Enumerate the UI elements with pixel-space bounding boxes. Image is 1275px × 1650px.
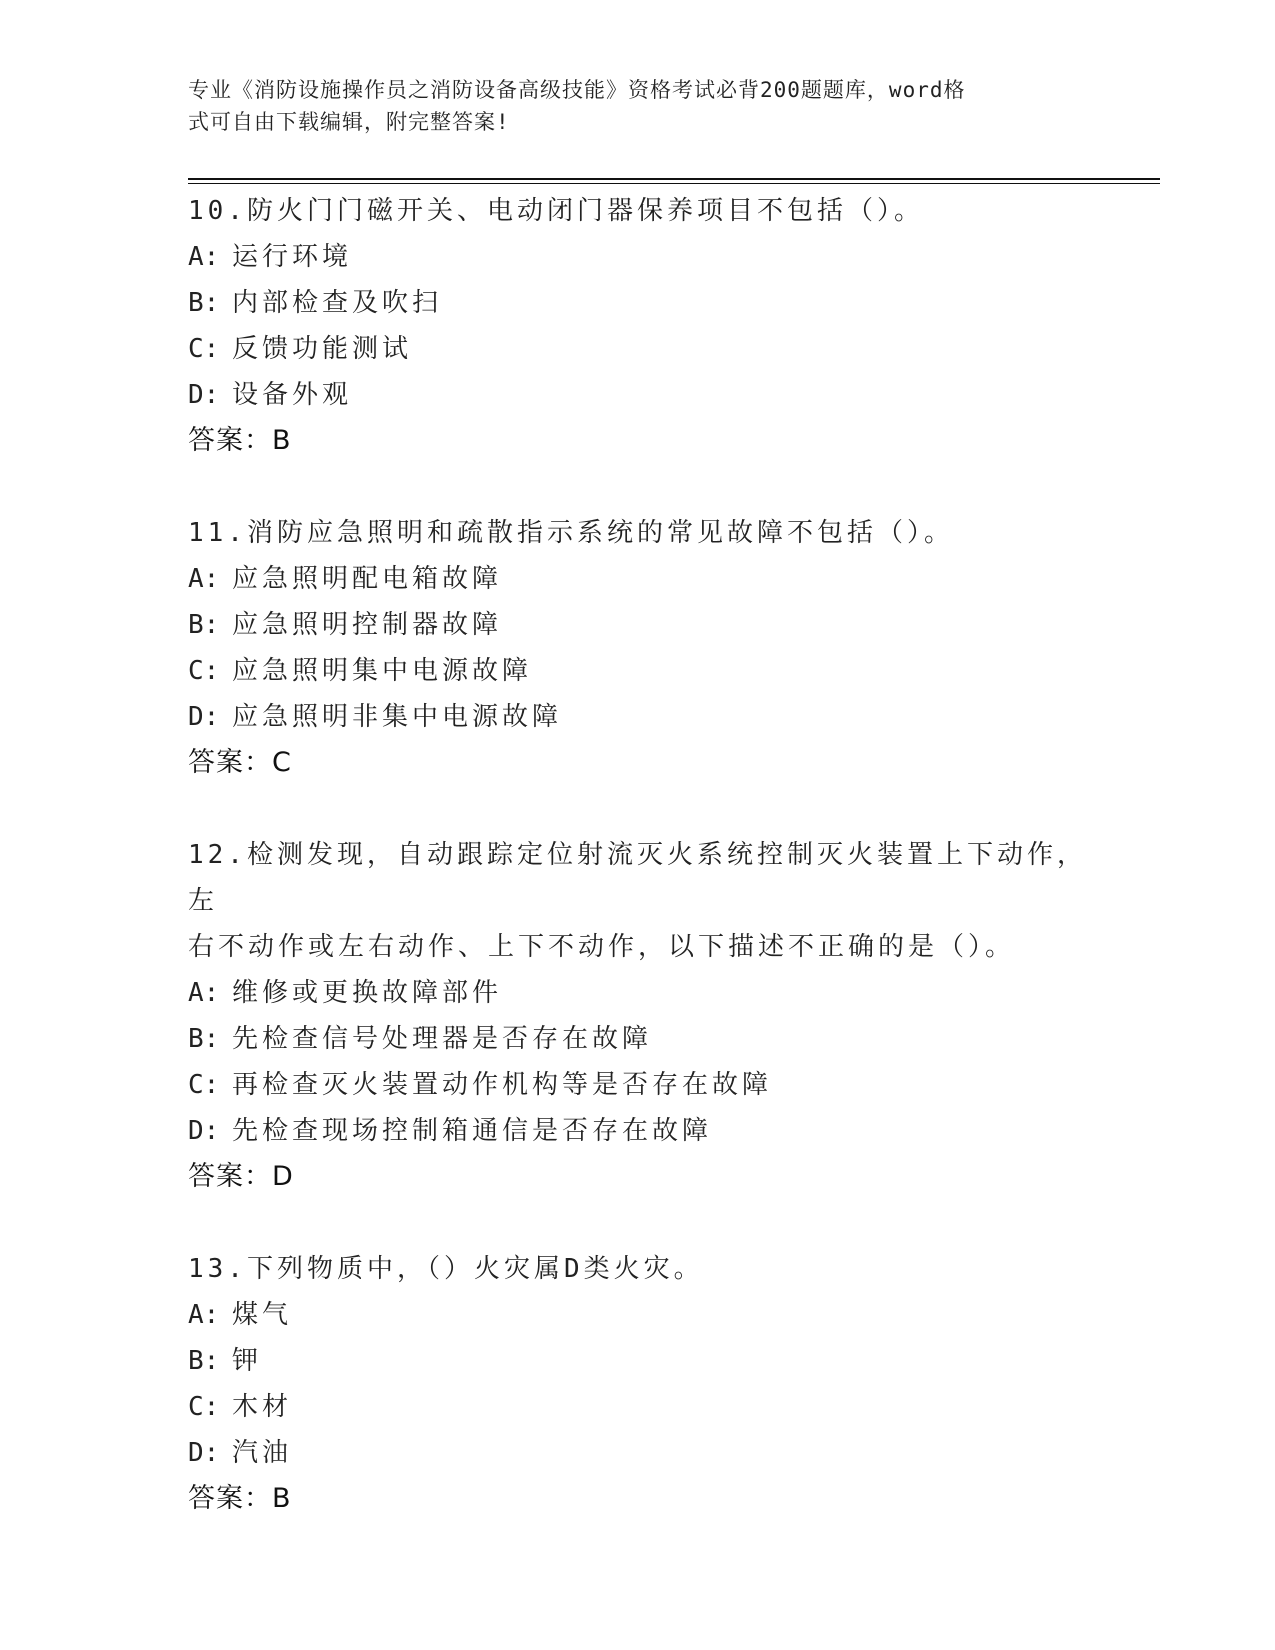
option-letter: C: xyxy=(188,656,220,686)
option-text: 先检查现场控制箱通信是否存在故障 xyxy=(232,1116,713,1146)
option-letter: A: xyxy=(188,242,220,272)
option-letter: B: xyxy=(188,1024,220,1054)
option-text: 钾 xyxy=(232,1346,263,1376)
option-text: 先检查信号处理器是否存在故障 xyxy=(232,1024,653,1054)
option-text: 应急照明非集中电源故障 xyxy=(232,702,563,732)
option-b xyxy=(188,1338,1088,1384)
question-13 xyxy=(188,1246,1088,1522)
option-text: 木材 xyxy=(232,1392,293,1422)
option-d xyxy=(188,1108,1088,1154)
option-letter: A: xyxy=(188,978,220,1008)
option-letter: D: xyxy=(188,380,220,410)
answer-line: 答案：D xyxy=(188,1161,294,1192)
header-divider-thin xyxy=(188,183,1160,184)
option-letter: B: xyxy=(188,610,220,640)
option-b xyxy=(188,1016,1088,1062)
option-letter: C: xyxy=(188,334,220,364)
option-d xyxy=(188,372,1088,418)
option-letter: A: xyxy=(188,564,220,594)
option-c xyxy=(188,648,1088,694)
option-text: 再检查灭火装置动作机构等是否存在故障 xyxy=(232,1070,773,1100)
question-list xyxy=(188,188,1088,1568)
question-text: 12.检测发现，自动跟踪定位射流灭火系统控制灭火装置上下动作，左 xyxy=(188,840,1087,916)
option-c xyxy=(188,1062,1088,1108)
option-c xyxy=(188,1384,1088,1430)
option-text: 汽油 xyxy=(232,1438,293,1468)
option-text: 应急照明集中电源故障 xyxy=(232,656,533,686)
option-a xyxy=(188,234,1088,280)
option-letter: B: xyxy=(188,1346,220,1376)
question-12 xyxy=(188,832,1088,1200)
option-text: 运行环境 xyxy=(232,242,353,272)
question-text: 13.下列物质中，（）火灾属D类火灾。 xyxy=(188,1254,704,1284)
option-text: 设备外观 xyxy=(232,380,353,410)
question-11 xyxy=(188,510,1088,786)
option-text: 应急照明配电箱故障 xyxy=(232,564,503,594)
option-letter: D: xyxy=(188,1438,220,1468)
question-text: 10.防火门门磁开关、电动闭门器保养项目不包括（）。 xyxy=(188,196,924,226)
option-letter: C: xyxy=(188,1392,220,1422)
option-letter: A: xyxy=(188,1300,220,1330)
header-line-2: 式可自由下载编辑，附完整答案! xyxy=(188,110,510,134)
option-letter: C: xyxy=(188,1070,220,1100)
header-divider-thick xyxy=(188,178,1160,180)
option-a xyxy=(188,556,1088,602)
question-10 xyxy=(188,188,1088,464)
answer-line: 答案：B xyxy=(188,425,292,456)
question-text: 11.消防应急照明和疏散指示系统的常见故障不包括（）。 xyxy=(188,518,954,548)
option-c xyxy=(188,326,1088,372)
option-text: 维修或更换故障部件 xyxy=(232,978,503,1008)
option-letter: B: xyxy=(188,288,220,318)
option-a xyxy=(188,1292,1088,1338)
option-text: 煤气 xyxy=(232,1300,293,1330)
option-d xyxy=(188,1430,1088,1476)
option-b xyxy=(188,280,1088,326)
header-line-1: 专业《消防设施操作员之消防设备高级技能》资格考试必背200题题库，word格 xyxy=(188,78,966,102)
option-letter: D: xyxy=(188,702,220,732)
option-text: 内部检查及吹扫 xyxy=(232,288,443,318)
question-text-continued: 右不动作或左右动作、上下不动作，以下描述不正确的是（）。 xyxy=(188,932,1016,962)
option-d xyxy=(188,694,1088,740)
option-text: 应急照明控制器故障 xyxy=(232,610,503,640)
answer-line: 答案：C xyxy=(188,747,292,778)
document-header xyxy=(188,74,1068,138)
option-b xyxy=(188,602,1088,648)
answer-line: 答案：B xyxy=(188,1483,292,1514)
option-a xyxy=(188,970,1088,1016)
option-text: 反馈功能测试 xyxy=(232,334,413,364)
option-letter: D: xyxy=(188,1116,220,1146)
